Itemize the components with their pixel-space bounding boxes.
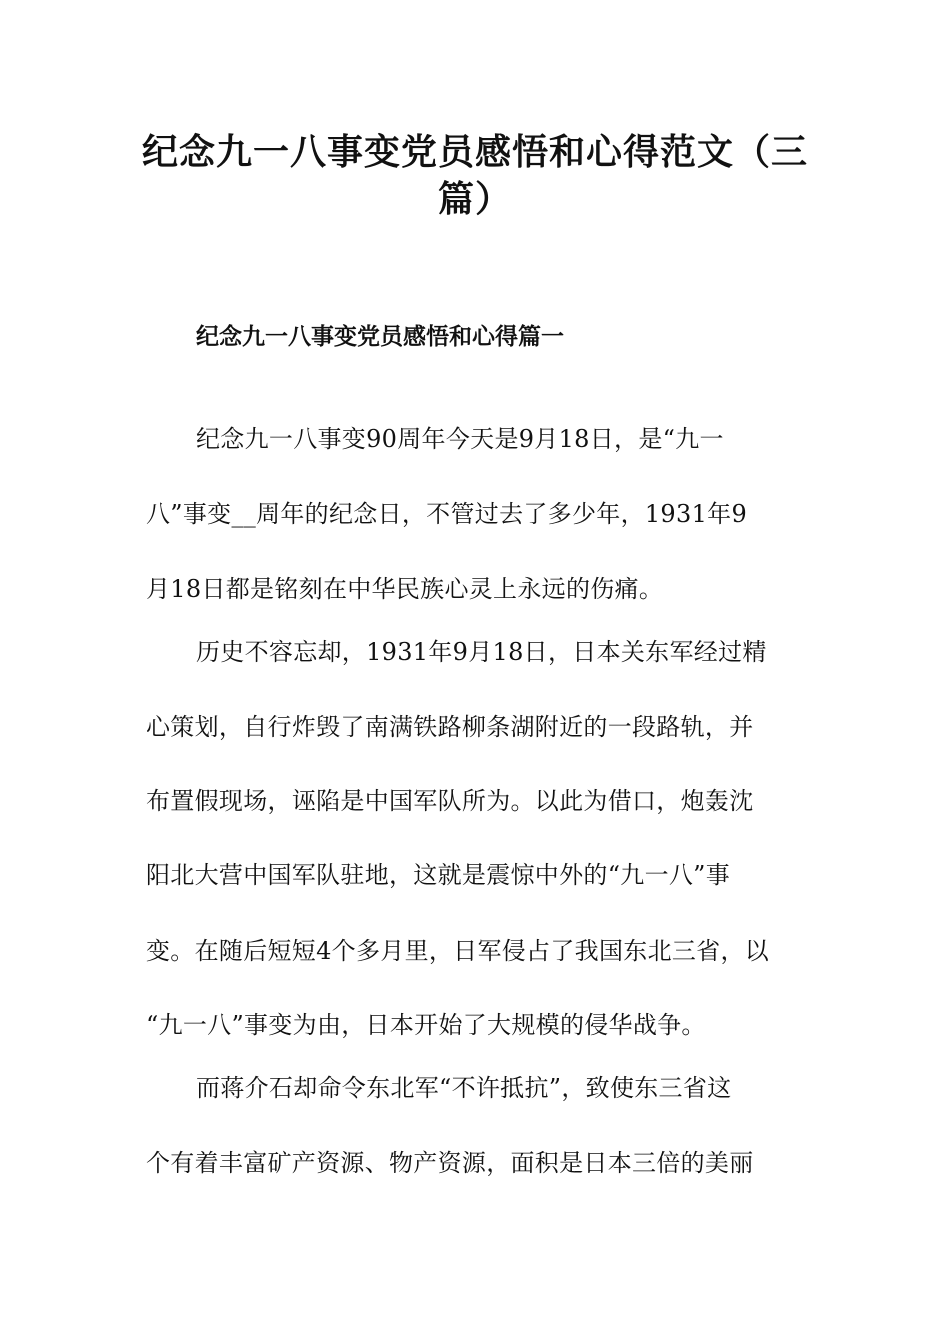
paragraph-1-line-1: 纪念九一八事变90周年今天是9月18日，是“九一 [196, 425, 724, 453]
document-title-line-1: 纪念九一八事变党员感悟和心得范文（三 [141, 132, 808, 173]
paragraph-2-line-4: 阳北大营中国军队驻地，这就是震惊中外的“九一八”事 [146, 861, 731, 889]
paragraph-3-line-2: 个有着丰富矿产资源、物产资源，面积是日本三倍的美丽 [146, 1149, 754, 1177]
document-title-line-2: 篇） [437, 179, 512, 220]
paragraph-3-line-1: 而蒋介石却命令东北军“不许抵抗”，致使东三省这 [196, 1074, 732, 1102]
section-heading: 纪念九一八事变党员感悟和心得篇一 [196, 324, 564, 350]
paragraph-2-line-3: 布置假现场，诬陷是中国军队所为。以此为借口，炮轰沈 [146, 787, 754, 815]
paragraph-1-line-3: 月18日都是铭刻在中华民族心灵上永远的伤痛。 [146, 575, 664, 603]
paragraph-1-line-2: 八”事变__周年的纪念日，不管过去了多少年，1931年9 [146, 500, 748, 528]
paragraph-2-line-6: “九一八”事变为由，日本开始了大规模的侵华战争。 [146, 1011, 706, 1039]
paragraph-2-line-5: 变。在随后短短4个多月里，日军侵占了我国东北三省，以 [146, 937, 770, 965]
paragraph-2-line-1: 历史不容忘却，1931年9月18日，日本关东军经过精 [196, 638, 767, 666]
paragraph-2-line-2: 心策划，自行炸毁了南满铁路柳条湖附近的一段路轨，并 [146, 713, 754, 741]
